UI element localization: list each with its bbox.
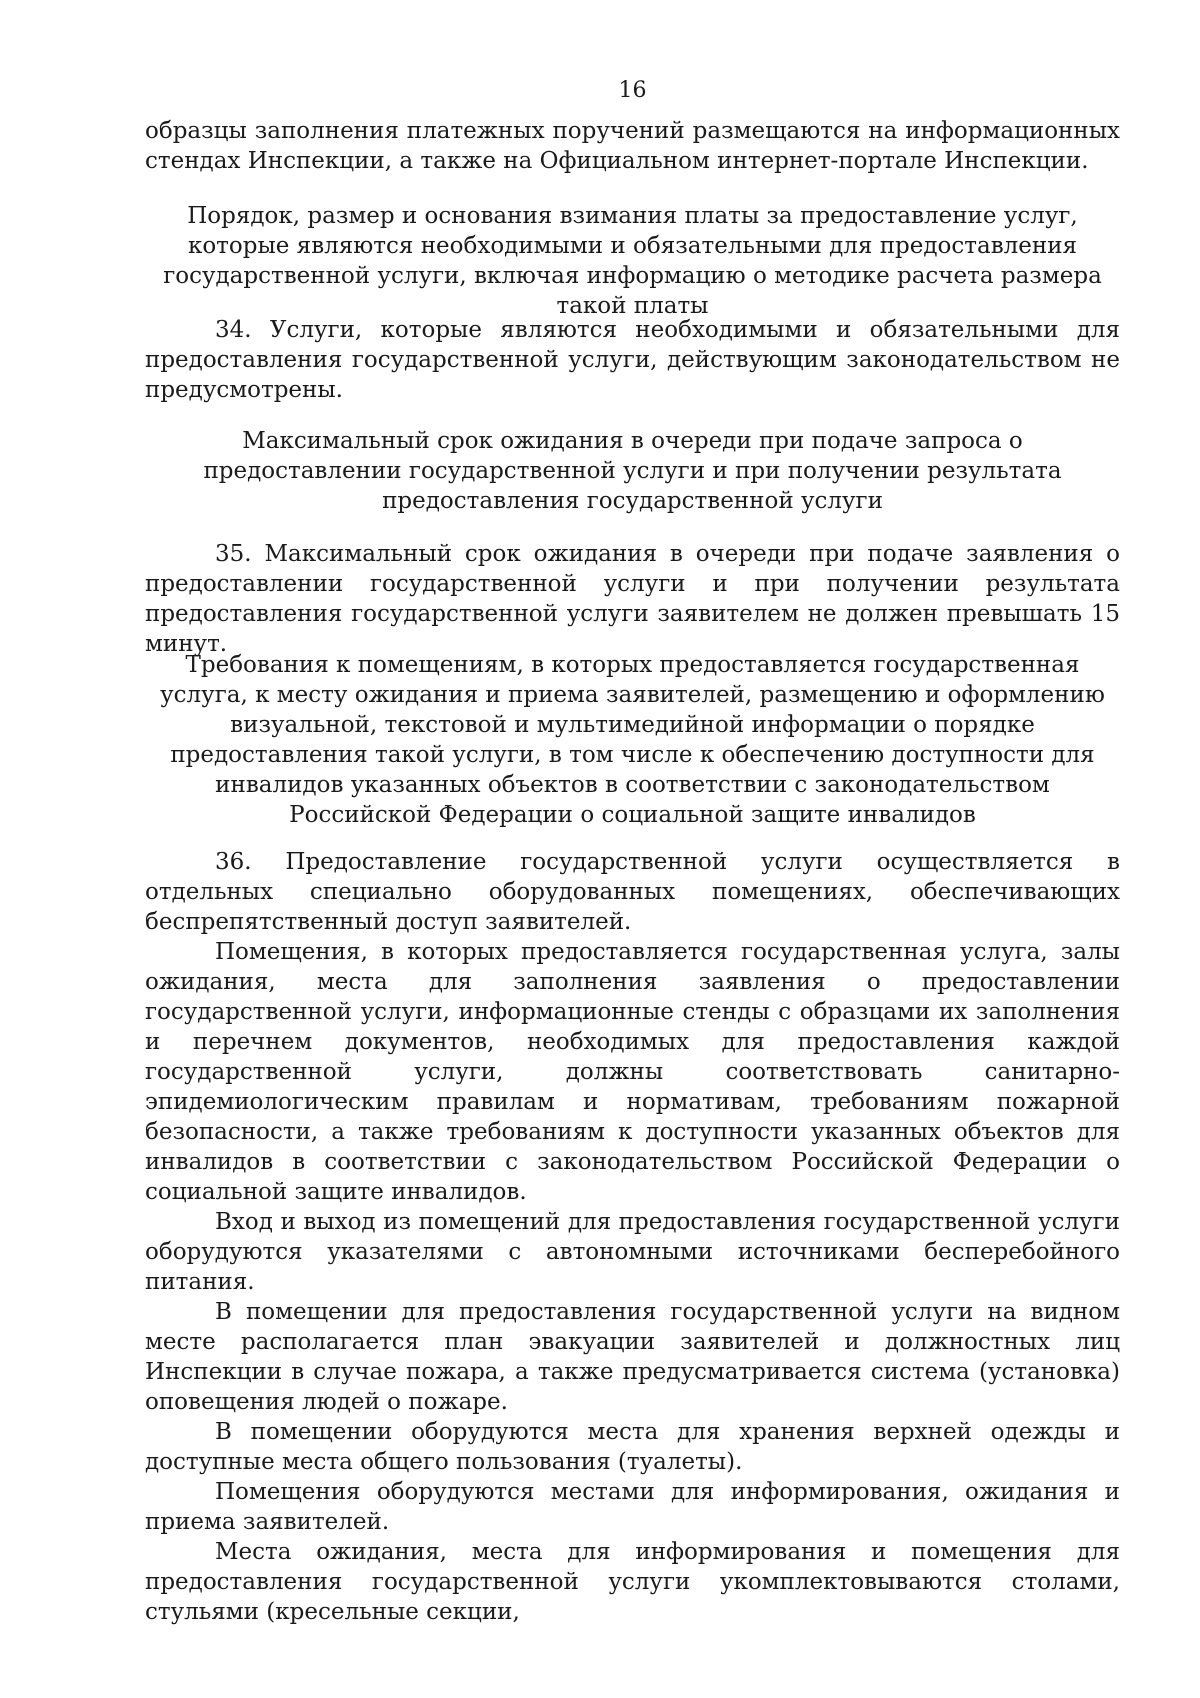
- intro-paragraph: образцы заполнения платежных поручений размещаются на информационных стендах Инспекции, а также на Официальном интернет-портале Инспекции.: [145, 118, 1120, 174]
- clause-36-paragraph: В помещении оборудуются места для хранения верхней одежды и доступные места общего пользования (туалеты).: [145, 1419, 1120, 1475]
- section-heading-waiting-time: [145, 426, 1120, 516]
- intro-paragraph-block: [145, 116, 1120, 176]
- clause-36-paragraph: 36. Предоставление государственной услуги осуществляется в отдельных специально оборудованных помещениях, обеспечивающих беспрепятственный доступ заявителей.: [145, 849, 1120, 935]
- clause-34: 34. Услуги, которые являются необходимыми и обязательными для предоставления государственной услуги, действующим законодательством не предусмотрены.: [145, 317, 1120, 403]
- clause-34-block: [145, 315, 1120, 405]
- clause-35: 35. Максимальный срок ожидания в очереди при подаче заявления о предоставлении государственной услуги и при получении результата предоставления государственной услуги заявителем не должен превышать 15 минут.: [145, 541, 1120, 657]
- page-number: 16: [618, 78, 647, 103]
- heading-premises: Требования к помещениям, в которых предоставляется государственная услуга, к месту ожидания и приема заявителей, размещению и оформлению визуальной, текстовой и мультимедийной информации о порядке предоставления такой услуги, в том числе к обеспечению доступности для инвалидов указанных объектов в соответствии с законодательством Российской Федерации о социальной защите инвалидов: [160, 652, 1105, 828]
- clause-36-paragraph: В помещении для предоставления государственной услуги на видном месте располагается план эвакуации заявителей и должностных лиц Инспекции в случае пожара, а также предусматривается система (установка) оповещения людей о пожаре.: [145, 1299, 1120, 1415]
- heading-waiting-time: Максимальный срок ожидания в очереди при подаче запроса о предоставлении государственной услуги и при получении результата предоставления государственной услуги: [203, 428, 1062, 514]
- section-heading-premises: [145, 650, 1120, 830]
- section-heading-fees: [145, 201, 1120, 321]
- clause-36-paragraph: Места ожидания, места для информирования и помещения для предоставления государственной услуги укомплектовываются столами, стульями (кресельные секции,: [145, 1539, 1120, 1625]
- clause-36-paragraph: Помещения оборудуются местами для информирования, ожидания и приема заявителей.: [145, 1479, 1120, 1535]
- clause-36-block: [145, 847, 1120, 1627]
- clause-36-paragraph: Вход и выход из помещений для предоставления государственной услуги оборудуются указателями с автономными источниками бесперебойного питания.: [145, 1209, 1120, 1295]
- clause-35-block: [145, 539, 1120, 659]
- heading-fees: Порядок, размер и основания взимания платы за предоставление услуг, которые являются необходимыми и обязательными для предоставления государственной услуги, включая информацию о методике расчета размера такой платы: [163, 203, 1102, 319]
- clause-36-paragraph: Помещения, в которых предоставляется государственная услуга, залы ожидания, места для заполнения заявления о предоставлении государственной услуги, информационные стенды с образцами их заполнения и перечнем документов, необходимых для предоставления каждой государственной услуги, должны соответствовать санитарно-эпидемиологическим правилам и нормативам, требованиям пожарной безопасности, а также требованиям к доступности указанных объектов для инвалидов в соответствии с законодательством Российской Федерации о социальной защите инвалидов.: [145, 939, 1120, 1205]
